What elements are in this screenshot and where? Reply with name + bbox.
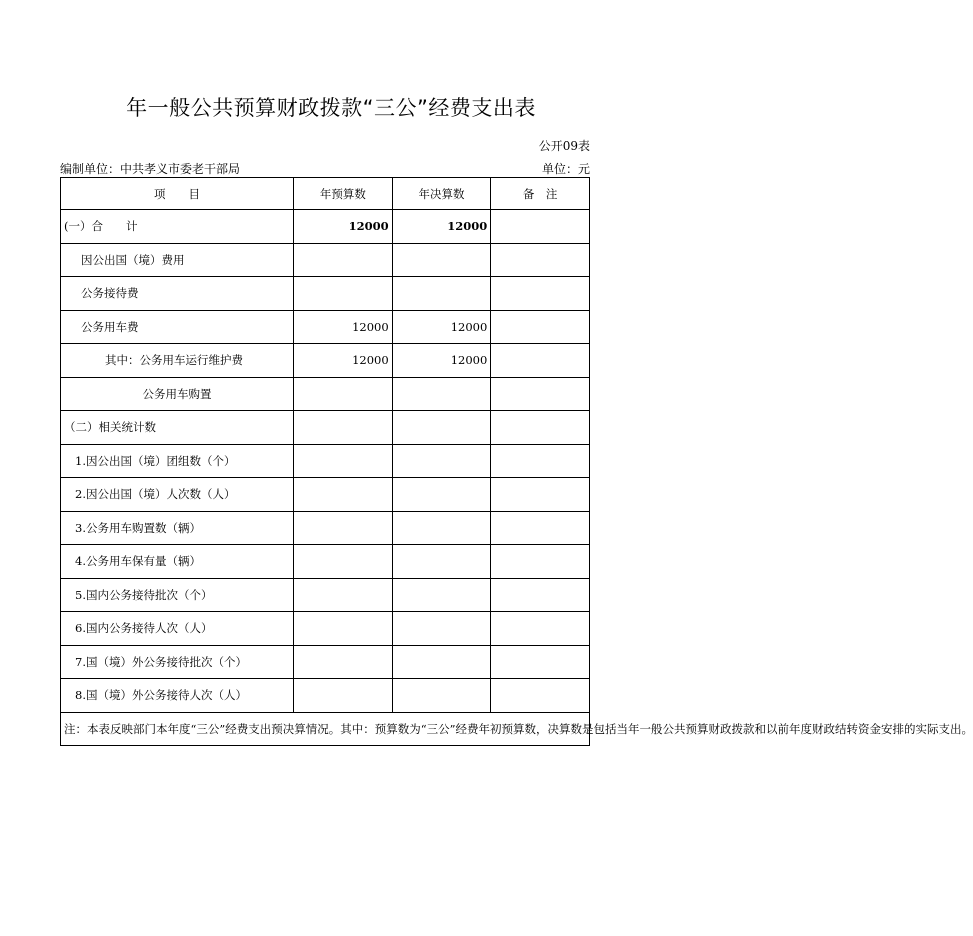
row-item: 公务用车费	[61, 310, 294, 344]
row-final	[392, 545, 491, 579]
row-item: 7.国（境）外公务接待批次（个）	[61, 645, 294, 679]
header-final: 年决算数	[392, 178, 491, 210]
row-final	[392, 377, 491, 411]
page-title: 年一般公共预算财政拨款“三公”经费支出表	[126, 96, 536, 120]
row-budget	[294, 411, 393, 445]
row-final: 12000	[392, 344, 491, 378]
row-final	[392, 243, 491, 277]
row-note	[491, 243, 590, 277]
header-budget: 年预算数	[294, 178, 393, 210]
form-number: 公开09表	[538, 139, 590, 153]
row-item: 因公出国（境）费用	[61, 243, 294, 277]
row-item: 6.国内公务接待人次（人）	[61, 612, 294, 646]
row-note	[491, 612, 590, 646]
row-note	[491, 478, 590, 512]
row-note	[491, 511, 590, 545]
table-row	[61, 411, 590, 445]
row-note	[491, 645, 590, 679]
currency-unit: 单位：元	[541, 162, 590, 176]
row-item: 3.公务用车购置数（辆）	[61, 511, 294, 545]
row-item: 2.因公出国（境）人次数（人）	[61, 478, 294, 512]
row-final	[392, 444, 491, 478]
row-budget	[294, 277, 393, 311]
row-budget: 12000	[294, 210, 393, 244]
expense-table	[60, 177, 973, 746]
row-note	[491, 310, 590, 344]
row-note	[491, 679, 590, 713]
row-final	[392, 411, 491, 445]
table-row	[61, 344, 590, 378]
row-final	[392, 679, 491, 713]
header-note: 备 注	[491, 178, 590, 210]
table-row	[61, 210, 590, 244]
row-budget	[294, 679, 393, 713]
row-budget	[294, 478, 393, 512]
row-budget	[294, 243, 393, 277]
compiling-unit: 编制单位：中共孝义市委老干部局	[60, 162, 241, 176]
row-item: (一）合 计	[61, 210, 294, 244]
row-budget	[294, 511, 393, 545]
row-item: 其中：公务用车运行维护费	[61, 344, 294, 378]
table-row	[61, 277, 590, 311]
row-final	[392, 578, 491, 612]
row-budget	[294, 444, 393, 478]
row-item: 公务用车购置	[61, 377, 294, 411]
row-note	[491, 377, 590, 411]
row-final	[392, 612, 491, 646]
row-item: （二）相关统计数	[61, 411, 294, 445]
row-item: 公务接待费	[61, 277, 294, 311]
row-note	[491, 277, 590, 311]
table-row	[61, 444, 590, 478]
row-final	[392, 645, 491, 679]
row-final	[392, 277, 491, 311]
row-note	[491, 444, 590, 478]
footnote: 注：本表反映部门本年度“三公”经费支出预决算情况。其中：预算数为“三公”经费年初预算数，决算数是包括当年一般公共预算财政拨款和以前年度财政结转资金安排的实际支出。	[61, 712, 590, 746]
row-final	[392, 478, 491, 512]
row-item: 1.因公出国（境）团组数（个）	[61, 444, 294, 478]
table-row	[61, 679, 590, 713]
row-note	[491, 578, 590, 612]
table-header-row	[61, 178, 590, 210]
row-note	[491, 210, 590, 244]
table-row	[61, 243, 590, 277]
row-note	[491, 344, 590, 378]
row-final: 12000	[392, 210, 491, 244]
row-note	[491, 545, 590, 579]
table-row	[61, 545, 590, 579]
row-budget	[294, 545, 393, 579]
row-item: 8.国（境）外公务接待人次（人）	[61, 679, 294, 713]
table-row	[61, 511, 590, 545]
header-item: 项 目	[61, 178, 294, 210]
table-row	[61, 310, 590, 344]
row-final: 12000	[392, 310, 491, 344]
row-item: 4.公务用车保有量（辆）	[61, 545, 294, 579]
footnote-row	[61, 712, 590, 746]
row-final	[392, 511, 491, 545]
row-budget	[294, 578, 393, 612]
row-budget: 12000	[294, 310, 393, 344]
table-row	[61, 377, 590, 411]
table-row	[61, 578, 590, 612]
row-budget	[294, 645, 393, 679]
table-row	[61, 612, 590, 646]
row-budget	[294, 612, 393, 646]
row-note	[491, 411, 590, 445]
row-budget: 12000	[294, 344, 393, 378]
table-row	[61, 645, 590, 679]
row-item: 5.国内公务接待批次（个）	[61, 578, 294, 612]
table-row	[61, 478, 590, 512]
row-budget	[294, 377, 393, 411]
